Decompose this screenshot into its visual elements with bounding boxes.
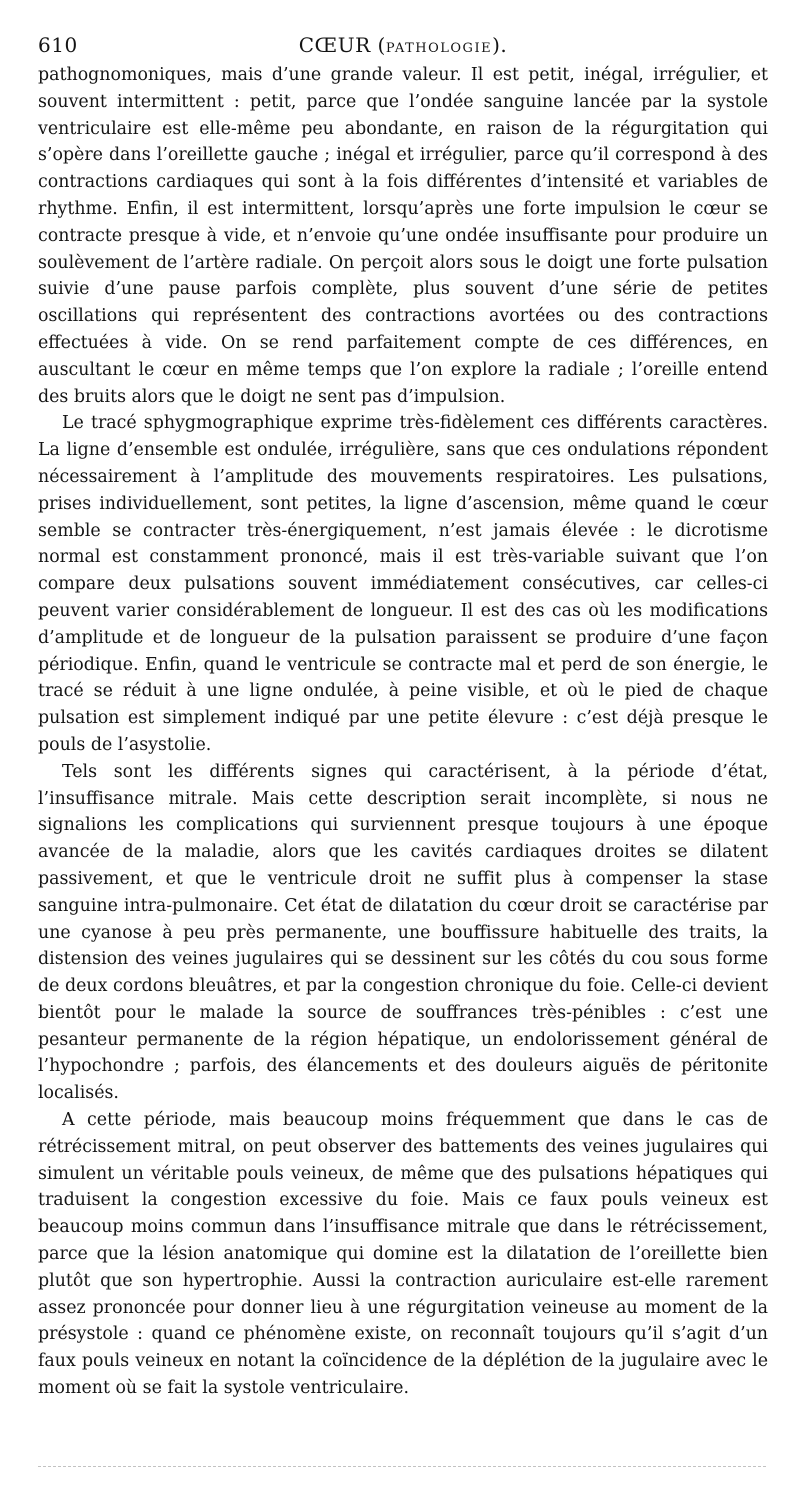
paragraph-sphygmograph: Le tracé sphygmographique exprime très-fidèlement ces différents caractères. La ligne d’ensemble est ondulée, irrégulière, sans que ces ondulations répondent nécessairement à l’amplitude des mouvements respiratoires. Les pulsations, prises individuellement, sont petites, la ligne d’ascension, même quand le cœur semble se contracter très-énergiquement, n’est jamais élevée : le dicrotisme normal est constamment prononcé, mais il est très-variable suivant que l’on compare deux pulsations souvent immédiatement consécutives, car celles-ci peuvent varier considérablement de longueur. Il est des cas où les modifications d’amplitude et de longueur de la pulsation paraissent se produire d’une façon périodique. Enfin, quand le ventricule se contracte mal et perd de son énergie, le tracé se réduit à une ligne ondulée, à peine visible, et où le pied de chaque pulsation est simplement indiqué par une petite élevure : c’est déjà presque le pouls de l’asystolie.	[38, 413, 768, 755]
footer-rule	[38, 1466, 766, 1467]
running-title-close: ).	[492, 33, 508, 57]
paragraph-continuation: pathognomoniques, mais d’une grande valeur. Il est petit, inégal, irrégulier, et souvent intermittent : petit, parce que l’ondée sanguine lancée par la systole ventriculaire est elle-même peu abondante, en raison de la régurgitation qui s’opère dans l’oreillette gauche ; inégal et irrégulier, parce qu’il correspond à des contractions cardiaques qui sont à la fois différentes d’intensité et variables de rhythme. Enfin, il est intermittent, lorsqu’après une forte impulsion le cœur se contracte presque à vide, et n’envoie qu’une ondée insuffisante pour produire un soulèvement de l’artère radiale. On perçoit alors sous le doigt une forte pulsation suivie d’une pause parfois complète, plus souvent d’une série de petites oscillations qui représentent des contractions avortées ou des contractions effectuées à vide. On se rend parfaitement compte de ces différences, en auscultant le cœur en même temps que l’on explore la radiale ; l’oreille entend des bruits alors que le doigt ne sent pas d’impulsion.	[38, 65, 768, 407]
paragraph-complications: Tels sont les différents signes qui caractérisent, à la période d’état, l’insuffisance mitrale. Mais cette description serait incomplète, si nous ne signalions les complications qui surviennent presque toujours à une époque avancée de la maladie, alors que les cavités cardiaques droites se dilatent passivement, et que le ventricule droit ne suffit plus à compenser la stase sanguine intra-pulmonaire. Cet état de dilatation du cœur droit se caractérise par une cyanose à peu près permanente, une bouffissure habituelle des traits, la distension des veines jugulaires qui se dessinent sur les côtés du cou sous forme de deux cordons bleuâtres, et par la congestion chronique du foie. Celle-ci devient bientôt pour le malade la source de souffrances très-pénibles : c’est une pesanteur permanente de la région hépatique, un endolorissement général de l’hypochondre ; parfois, des élancements et des douleurs aiguës de péritonite localisés.	[38, 761, 768, 1104]
running-title-open: (	[370, 33, 386, 57]
running-title	[38, 30, 768, 64]
running-title-subtitle: PATHOLOGIE	[385, 41, 493, 56]
running-title-main: CŒUR	[298, 33, 371, 57]
paragraph-venous-pulse: A cette période, mais beaucoup moins fréquemment que dans le cas de rétrécissement mitral, on peut observer des battements des veines jugulaires qui simulent un véritable pouls veineux, de même que des pulsations hépatiques qui traduisent la congestion excessive du foie. Mais ce faux pouls veineux est beaucoup moins commun dans l’insuffisance mitrale que dans le rétrécissement, parce que la lésion anatomique qui domine est la dilatation de l’oreillette bien plutôt que son hypertrophie. Aussi la contraction auriculaire est-elle rarement assez prononcée pour donner lieu à une régurgitation veineuse au moment de la présystole : quand ce phénomène existe, on reconnaît toujours qu’il s’agit d’un faux pouls veineux en notant la coïncidence de la déplétion de la jugulaire avec le moment où se fait la systole ventriculaire.	[38, 1110, 768, 1399]
page	[38, 30, 768, 1402]
running-head	[38, 30, 768, 60]
body-text	[38, 62, 768, 1402]
page-number: 610	[38, 33, 78, 57]
